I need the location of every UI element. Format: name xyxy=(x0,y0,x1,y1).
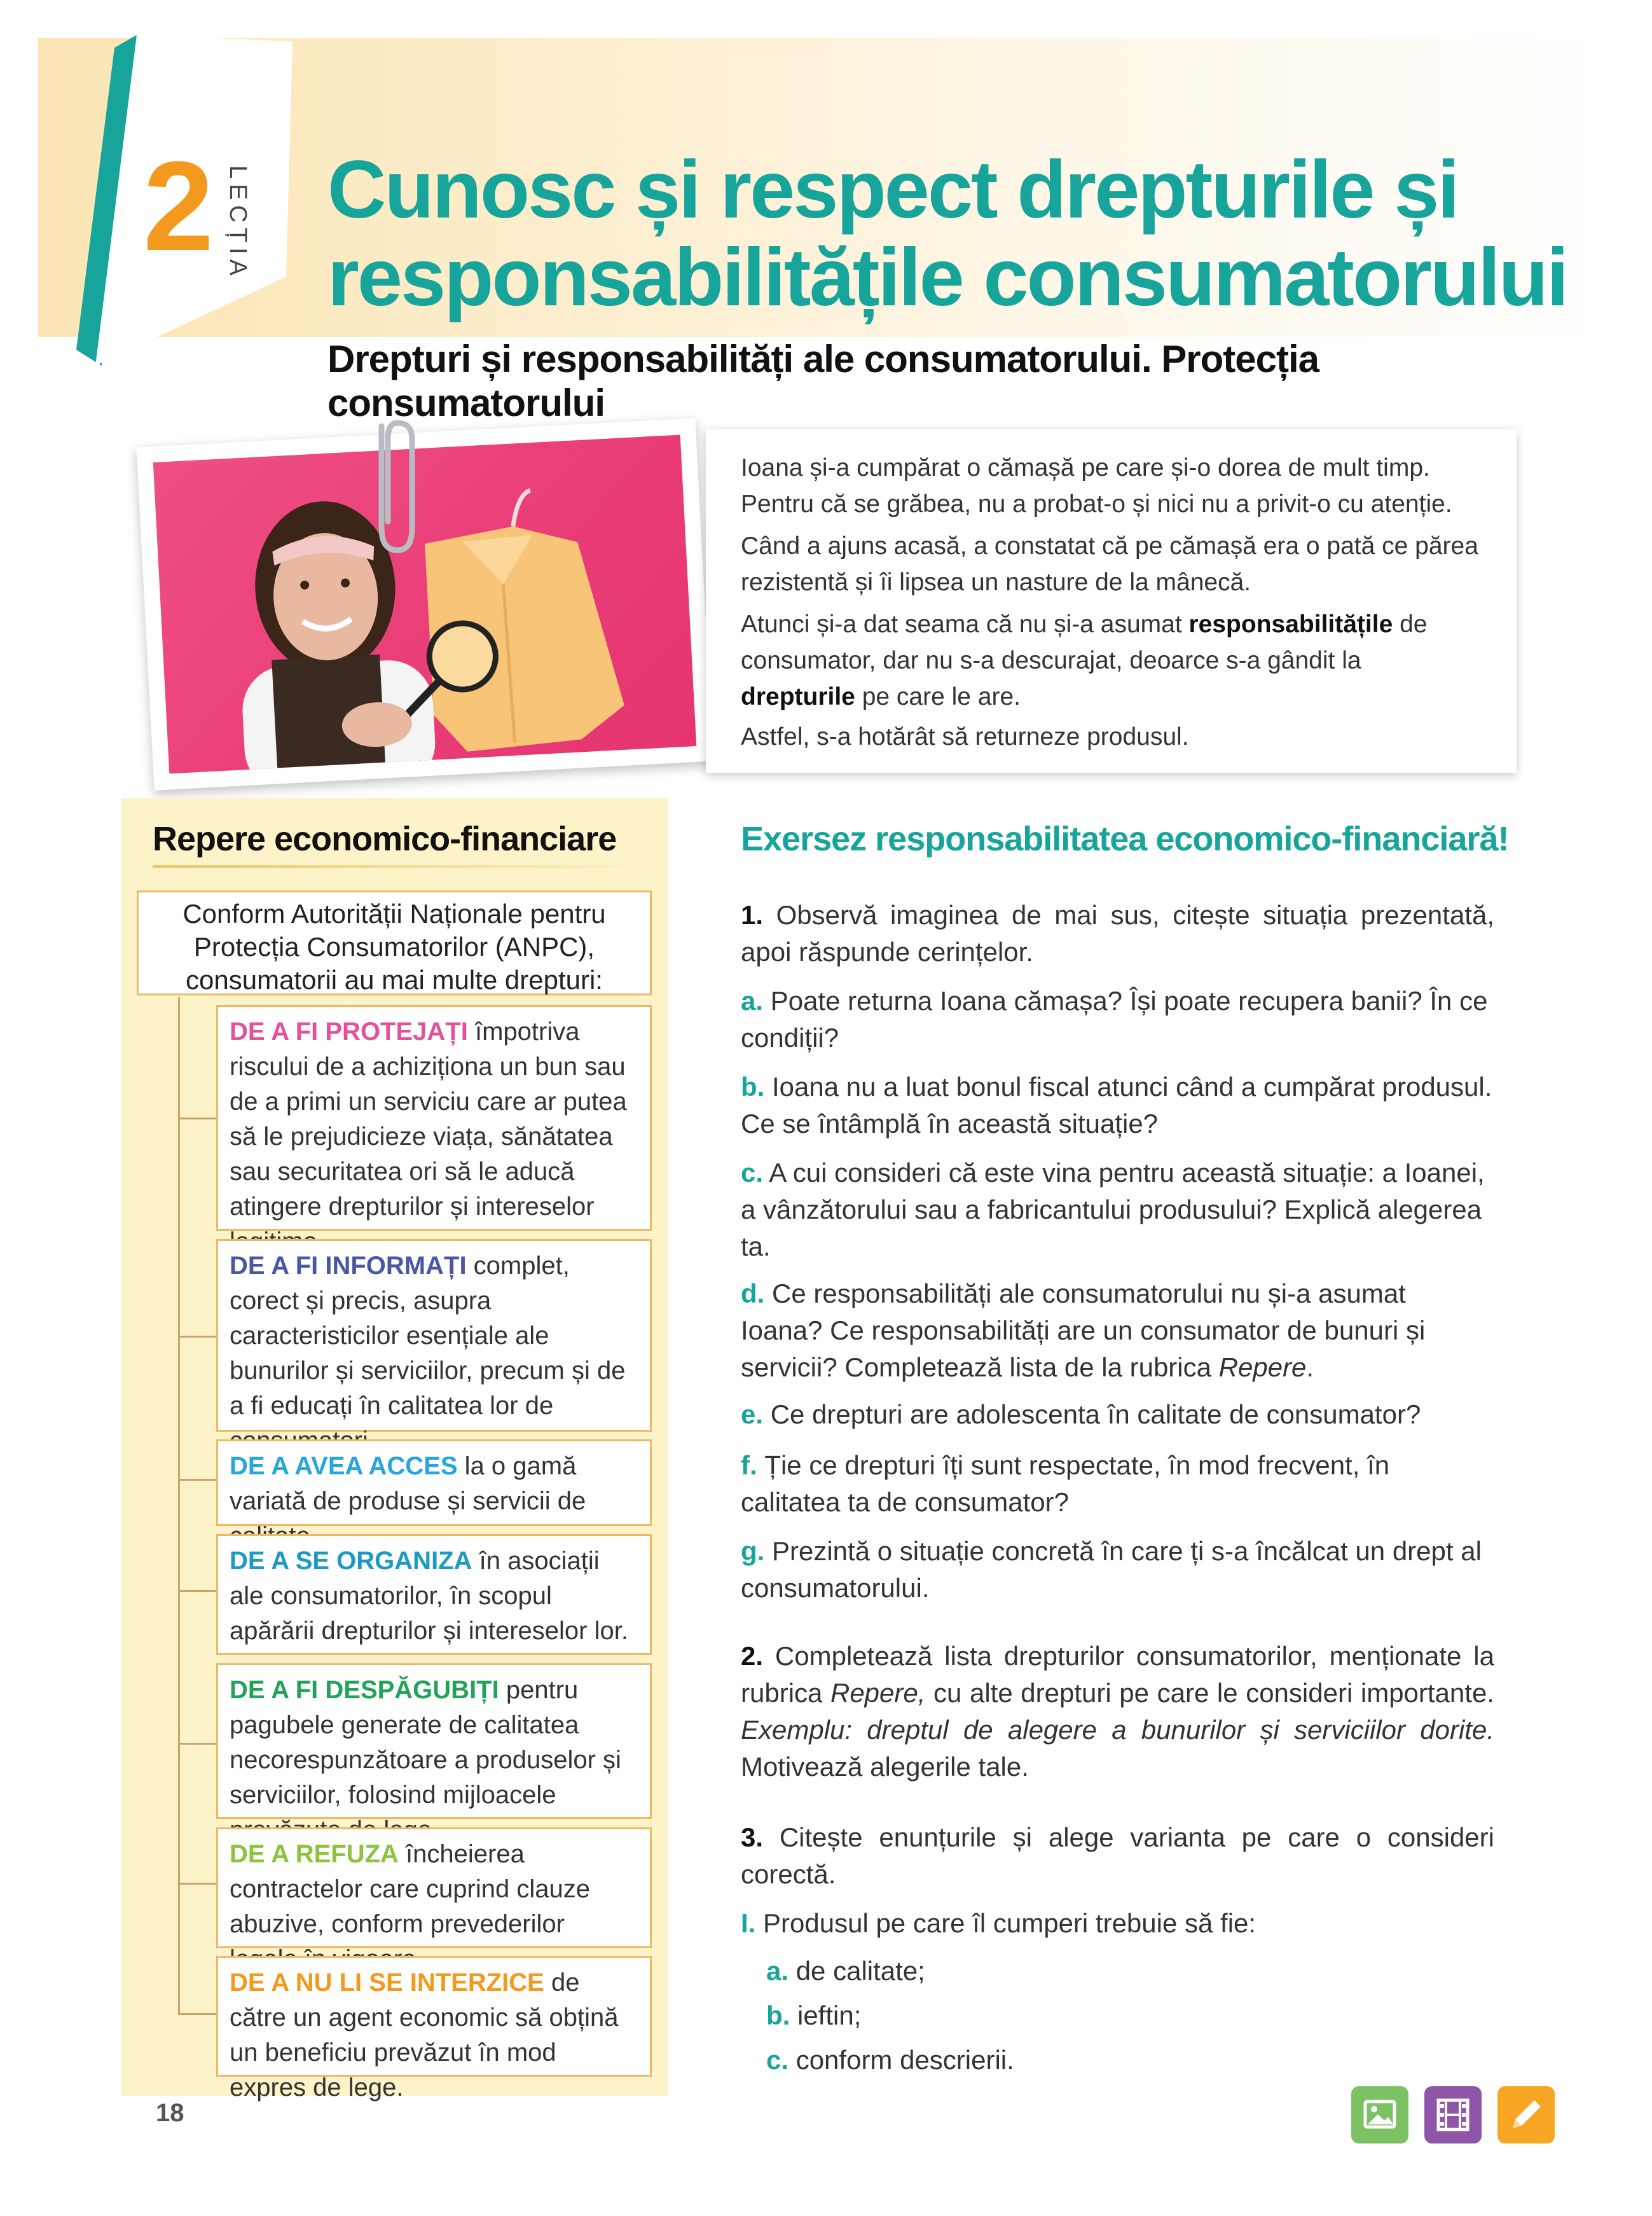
right-item-informati: DE A FI INFORMAȚI complet, corect și precis, asupra caracteristicilor esențiale ale bunurilor și serviciilor, precum și de a fi educați în calitatea lor de xyxy=(216,1239,652,1432)
story-paragraph-2: Când a ajuns acasă, a constatat că pe cămașă era o pată ce părea rezistentă și îi lipsea un nasture de la mânecă. xyxy=(741,532,1478,596)
image-icon xyxy=(1351,2086,1408,2143)
image-button[interactable] xyxy=(1351,2086,1408,2143)
question-1b: b. Ioana nu a luat bonul fiscal atunci când a cumpărat produsul. Ce se întâmplă în această situație? xyxy=(741,1072,1492,1139)
photo-frame xyxy=(136,418,713,790)
question-1a: a. Poate returna Ioana cămașa? Își poate recupera banii? În ce condiții? xyxy=(741,986,1488,1053)
repere-underline xyxy=(153,865,661,868)
story-paragraph-1: Ioana și-a cumpărat o cămașă pe care și-o dorea de mult timp. Pentru că se grăbea, nu a probat-o și nici nu a privit-o cu atenție. xyxy=(741,454,1452,518)
question-1c: c. A cui consideri că este vina pentru această situație: a Ioanei, a vânzătorului sau a fabricantului produsului? Explică alegerea ta. xyxy=(741,1158,1485,1261)
right-item-despagubiti: DE A FI DESPĂGUBIȚI pentru pagubele generate de calitatea necorespunzătoare a produselor și serviciilor, folosind mijloacele xyxy=(216,1663,652,1819)
repere-intro: Conform Autorității Naționale pentru Protecția Consumatorilor (ANPC), consumatorii au mai multe drepturi: xyxy=(137,890,652,995)
question-3: 3. Citește enunțurile și alege varianta pe care o consideri corectă. xyxy=(741,1822,1494,1889)
lesson-number: 2 xyxy=(143,135,214,277)
video-button[interactable] xyxy=(1424,2086,1482,2143)
right-item-refuza: DE A REFUZA încheierea contractelor care cuprind clauze abuzive, conform prevederilor xyxy=(216,1827,652,1948)
right-item-protejati: DE A FI PROTEJAȚI împotriva riscului de a achiziționa un bun sau de a primi un serviciu care ar putea să le prejudicieze viața, sănătatea sau securitatea ori să le aducă atingere drepturilor și intereselor xyxy=(216,1005,652,1231)
title-line-2: responsabilitățile consumatorului xyxy=(327,232,1567,323)
question-2: 2. Completează lista drepturilor consumatorilor, menționate la rubrica Repere, cu alte drepturi pe care le consideri importante. Exemplu: dreptul de alegere a bunurilor și serviciilor dorite. Motivează alegerile tale. xyxy=(741,1641,1494,1782)
tree-branch xyxy=(178,1590,217,1592)
edit-button[interactable] xyxy=(1497,2086,1555,2143)
page-subtitle: Drepturi și responsabilități ale consumatorului. Protecția consumatorului xyxy=(327,338,1319,424)
story-paragraph-3: Atunci și-a dat seama că nu și-a asumat responsabilitățile de consumator, dar nu s-a descurajat, deoarce s-a gândit la drepturile pe care le are. xyxy=(741,611,1428,710)
option-c: c. conform descrierii. xyxy=(766,2045,1014,2075)
question-1d: d. Ce responsabilități ale consumatorului nu și-a asumat Ioana? Ce responsabilități are un consumator de bunuri și servicii? Completează lista de la rubrica Repere. xyxy=(741,1278,1426,1382)
option-a: a. de calitate; xyxy=(766,1956,925,1986)
repere-title: Repere economico-financiare xyxy=(153,820,617,858)
film-icon xyxy=(1424,2086,1482,2143)
story-box xyxy=(706,429,1517,773)
tree-branch xyxy=(178,1479,217,1481)
question-1f: f. Ție ce drepturi îți sunt respectate, în mod frecvent, în calitatea ta de consumator? xyxy=(741,1450,1390,1517)
lesson-label: LECȚIA xyxy=(224,165,251,281)
question-1: 1. Observă imaginea de mai sus, citește situația prezentată, apoi răspunde cerințelor. xyxy=(741,900,1494,967)
tree-connector xyxy=(178,997,180,2015)
title-line-1: Cunosc și respect drepturile și xyxy=(327,144,1458,235)
right-item-acces: DE A AVEA ACCES la o gamă variată de produse și servicii de xyxy=(216,1439,652,1526)
question-1g: g. Prezintă o situație concretă în care ți s-a încălcat un drept al consumatorului. xyxy=(741,1536,1482,1603)
page-number: 18 xyxy=(156,2099,184,2127)
tree-branch xyxy=(178,1118,217,1119)
tree-branch xyxy=(178,1336,217,1338)
story-paragraph-4: Astfel, s-a hotărât să returneze produsul. xyxy=(741,723,1189,751)
tree-branch xyxy=(178,1883,217,1885)
question-3-statement-1: I. Produsul pe care îl cumperi trebuie să fie: xyxy=(741,1908,1256,1938)
tree-branch xyxy=(178,1743,217,1745)
option-b: b. ieftin; xyxy=(766,2000,862,2030)
pencil-icon xyxy=(1497,2086,1555,2143)
paperclip-icon xyxy=(362,413,420,566)
page-title xyxy=(327,146,1599,322)
story-photo xyxy=(153,435,697,774)
right-item-organiza: DE A SE ORGANIZA în asociații ale consumatorilor, în scopul apărării drepturilor și intereselor lor. xyxy=(216,1534,652,1655)
exercises-title: Exersez responsabilitatea economico-financiară! xyxy=(741,820,1509,858)
right-item-nu-interzice: DE A NU LI SE INTERZICE de către un agent economic să obțină un beneficiu prevăzut în mod expres de lege. xyxy=(216,1956,652,2077)
tree-branch xyxy=(178,2013,217,2015)
question-1e: e. Ce drepturi are adolescenta în calitate de consumator? xyxy=(741,1399,1421,1429)
